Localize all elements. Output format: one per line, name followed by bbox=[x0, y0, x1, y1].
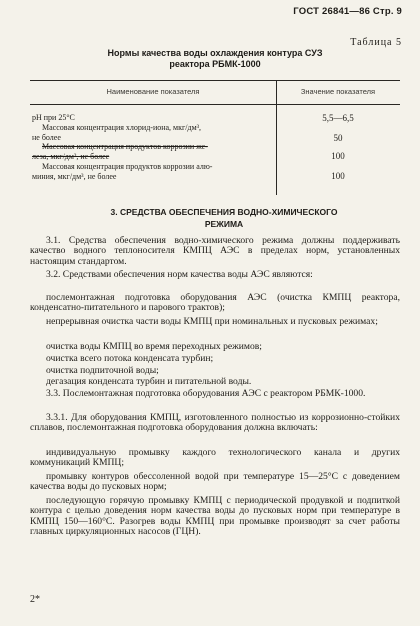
list-item: индивидуальную промывку каждого технологического канала и других коммуникаций КМПЦ; bbox=[30, 447, 400, 469]
standard-header: ГОСТ 26841—86 Стр. 9 bbox=[293, 6, 402, 17]
list-item: дегазация конденсата турбин и питательной воды. bbox=[46, 376, 252, 387]
row-name: pH при 25°C bbox=[32, 113, 75, 122]
row-name bbox=[32, 123, 268, 142]
row-value: 50 bbox=[333, 133, 343, 143]
page-signature-mark: 2* bbox=[30, 594, 40, 605]
paragraph-3-1: 3.1. Средства обеспечения водно-химического режима должны поддерживать качество водного теплоносителя КМПЦ АЭС в пределах норм, установленных настоящим стандартом. bbox=[30, 235, 400, 267]
row-value: 5,5—6,5 bbox=[322, 113, 354, 123]
list-item: последующую горячую промывку КМПЦ с периодической продувкой и подпиткой контура с целью доведения норм качества воды до пусковых норм при температуре в КМПЦ 150—160°C. Разогрев воды КМПЦ при промывке производят за счет работы главных циркуляционных насосов (ГЦН). bbox=[30, 495, 400, 538]
row-value: 100 bbox=[331, 151, 345, 161]
section-heading-line-2: РЕЖИМА bbox=[204, 219, 244, 229]
column-header-name: Наименование показателя bbox=[106, 87, 200, 96]
row-value: 100 bbox=[331, 171, 345, 181]
list-item: очистка всего потока конденсата турбин; bbox=[46, 353, 214, 364]
row-name-line-1: Массовая концентрация продуктов коррозии же- bbox=[42, 142, 208, 151]
row-name bbox=[32, 142, 268, 161]
list-item: промывку контуров обессоленной водой при температуре 15—25°C с доведением качества воды до пусковых норм; bbox=[30, 471, 400, 493]
column-header-value: Значение показателя bbox=[300, 87, 376, 96]
section-heading bbox=[0, 206, 420, 230]
row-name-line-1: Массовая концентрация продуктов коррозии алю- bbox=[42, 162, 213, 171]
row-name bbox=[32, 162, 268, 181]
list-item: непрерывная очистка части воды КМПЦ при номинальных и пусковых режимах; bbox=[46, 316, 378, 327]
table-top-rule bbox=[30, 80, 400, 81]
table-header-rule bbox=[30, 104, 400, 105]
table-title bbox=[0, 48, 420, 70]
row-name-line-2: миния, мкг/дм³, не более bbox=[32, 171, 117, 181]
section-heading-line-1: 3. СРЕДСТВА ОБЕСПЕЧЕНИЯ ВОДНО-ХИМИЧЕСКОГО bbox=[110, 207, 338, 217]
list-item: очистка воды КМПЦ во время переходных режимов; bbox=[46, 341, 262, 352]
table-number: Таблица 5 bbox=[350, 37, 402, 48]
row-name-line-2: леза, мкг/дм³, не более bbox=[32, 151, 110, 161]
list-item: послемонтажная подготовка оборудования АЭС (очистка КМПЦ реактора, конденсатно-питательного и парового трактов); bbox=[30, 292, 400, 314]
paragraph-3-3-1: 3.3.1. Для оборудования КМПЦ, изготовленного полностью из коррозионно-стойких сплавов, послемонтажная подготовка оборудования должна включать: bbox=[30, 412, 400, 434]
table-title-line-2: реактора РБМК-1000 bbox=[169, 59, 261, 69]
paragraph-3-3: 3.3. Послемонтажная подготовка оборудования АЭС с реактором РБМК-1000. bbox=[46, 388, 366, 399]
row-name-line-1: Массовая концентрация хлорид-иона, мкг/дм³, bbox=[42, 123, 202, 132]
table-title-line-1: Нормы качества воды охлаждения контура СУЗ bbox=[107, 48, 323, 58]
row-name-line-2: не более bbox=[32, 132, 61, 142]
list-item: очистка подпиточной воды; bbox=[46, 365, 159, 376]
quality-norms-table bbox=[30, 80, 400, 195]
paragraph-3-2: 3.2. Средствами обеспечения норм качества воды АЭС являются: bbox=[46, 269, 313, 280]
